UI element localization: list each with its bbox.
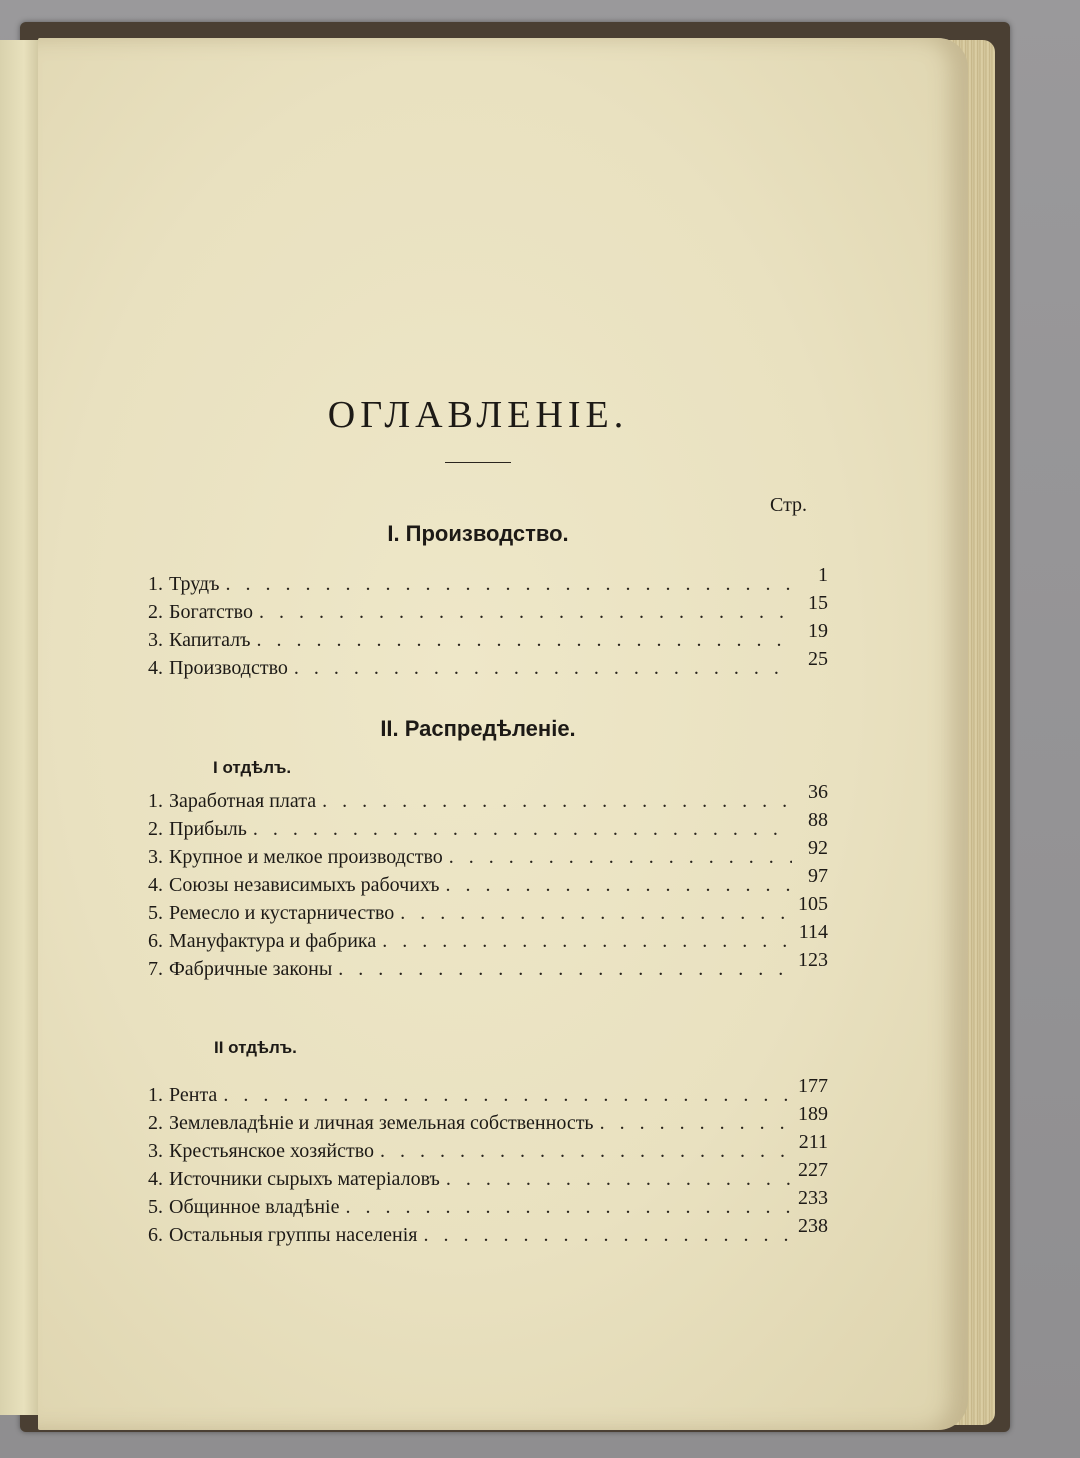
entry-page-number: 25 <box>808 648 828 670</box>
entry-title: Производство <box>169 657 288 679</box>
dot-leader <box>423 1224 792 1247</box>
toc-list-department-2 <box>148 1075 828 1252</box>
entry-title: Землевладѣніе и личная земельная собственность <box>169 1112 594 1134</box>
entry-title: Крестьянское хозяйство <box>169 1140 375 1162</box>
entry-page-number: 123 <box>798 949 828 971</box>
entry-page-number: 19 <box>808 620 828 642</box>
entry-number: 3. <box>148 629 163 651</box>
entry-number: 1. <box>148 790 163 812</box>
toc-entry <box>148 837 828 874</box>
toc-entry <box>148 1075 828 1112</box>
dot-leader <box>294 657 792 680</box>
toc-entry <box>148 1159 828 1196</box>
toc-entry <box>148 1187 828 1224</box>
entry-title: Рента <box>169 1084 218 1106</box>
toc-entry <box>148 564 828 601</box>
entry-number: 2. <box>148 601 163 623</box>
toc-list-department-1 <box>148 781 828 986</box>
dot-leader <box>223 1084 792 1107</box>
entry-page-number: 88 <box>808 809 828 831</box>
part-heading-distribution: II. Распредѣленіе. <box>380 716 576 741</box>
dot-leader <box>253 818 792 841</box>
entry-page-number: 105 <box>798 893 828 915</box>
dot-leader <box>345 1196 792 1219</box>
entry-title: Прибыль <box>169 818 247 840</box>
entry-page-number: 211 <box>798 1131 828 1153</box>
entry-number: 1. <box>148 1084 163 1106</box>
entry-number: 4. <box>148 1168 163 1190</box>
toc-entry <box>148 865 828 902</box>
entry-page-number: 227 <box>798 1159 828 1181</box>
entry-page-number: 15 <box>808 592 828 614</box>
left-page-edge <box>0 40 41 1415</box>
toc-entry <box>148 648 828 685</box>
toc-entry <box>148 809 828 846</box>
toc-entry <box>148 1131 828 1168</box>
toc-entry <box>148 921 828 958</box>
entry-page-number: 114 <box>798 921 828 943</box>
toc-entry <box>148 1103 828 1140</box>
toc-entry <box>148 949 828 986</box>
entry-title: Богатство <box>169 601 253 623</box>
dot-leader <box>338 958 792 981</box>
entry-title: Остальныя группы населенія <box>169 1224 418 1246</box>
entry-page-number: 1 <box>818 564 828 586</box>
entry-number: 6. <box>148 930 163 952</box>
entry-title: Ремесло и кустарничество <box>169 902 395 924</box>
entry-page-number: 177 <box>798 1075 828 1097</box>
entry-number: 2. <box>148 1112 163 1134</box>
toc-entry <box>148 781 828 818</box>
book-page <box>38 38 968 1430</box>
entry-title: Мануфактура и фабрика <box>169 930 377 952</box>
entry-title: Крупное и мелкое производство <box>169 846 443 868</box>
dot-leader <box>446 874 793 897</box>
dot-leader <box>449 846 792 869</box>
dot-leader <box>256 629 792 652</box>
entry-number: 3. <box>148 846 163 868</box>
entry-page-number: 233 <box>798 1187 828 1209</box>
department-heading-1: I отдѣлъ. <box>213 758 292 777</box>
toc-entry <box>148 1215 828 1252</box>
entry-title: Источники сырыхъ матеріаловъ <box>169 1168 440 1190</box>
dot-leader <box>259 601 792 624</box>
entry-title: Заработная плата <box>169 790 317 812</box>
entry-page-number: 36 <box>808 781 828 803</box>
page-title: ОГЛАВЛЕНІЕ. <box>327 394 629 436</box>
entry-number: 3. <box>148 1140 163 1162</box>
page-column-label: Стр. <box>770 494 808 516</box>
entry-page-number: 92 <box>808 837 828 859</box>
dot-leader <box>382 930 792 953</box>
entry-number: 1. <box>148 573 163 595</box>
entry-number: 5. <box>148 902 163 924</box>
entry-title: Союзы независимыхъ рабочихъ <box>169 874 440 896</box>
toc-entry <box>148 592 828 629</box>
toc-list-production <box>148 564 828 685</box>
dot-leader <box>322 790 792 813</box>
entry-number: 6. <box>148 1224 163 1246</box>
entry-page-number: 97 <box>808 865 828 887</box>
toc-entry <box>148 893 828 930</box>
department-heading-2: II отдѣлъ. <box>214 1038 297 1057</box>
entry-page-number: 189 <box>798 1103 828 1125</box>
entry-page-number: 238 <box>798 1215 828 1237</box>
entry-title: Капиталъ <box>169 629 251 651</box>
entry-title: Трудъ <box>169 573 220 595</box>
entry-number: 2. <box>148 818 163 840</box>
entry-title: Фабричные законы <box>169 958 333 980</box>
title-divider <box>445 462 511 463</box>
dot-leader <box>600 1112 792 1135</box>
dot-leader <box>400 902 792 925</box>
dot-leader <box>446 1168 792 1191</box>
dot-leader <box>380 1140 792 1163</box>
entry-number: 4. <box>148 657 163 679</box>
toc-entry <box>148 620 828 657</box>
entry-number: 5. <box>148 1196 163 1218</box>
dot-leader <box>225 573 792 596</box>
entry-number: 4. <box>148 874 163 896</box>
part-heading-production: I. Производство. <box>387 521 569 546</box>
entry-number: 7. <box>148 958 163 980</box>
entry-title: Общинное владѣніе <box>169 1196 340 1218</box>
